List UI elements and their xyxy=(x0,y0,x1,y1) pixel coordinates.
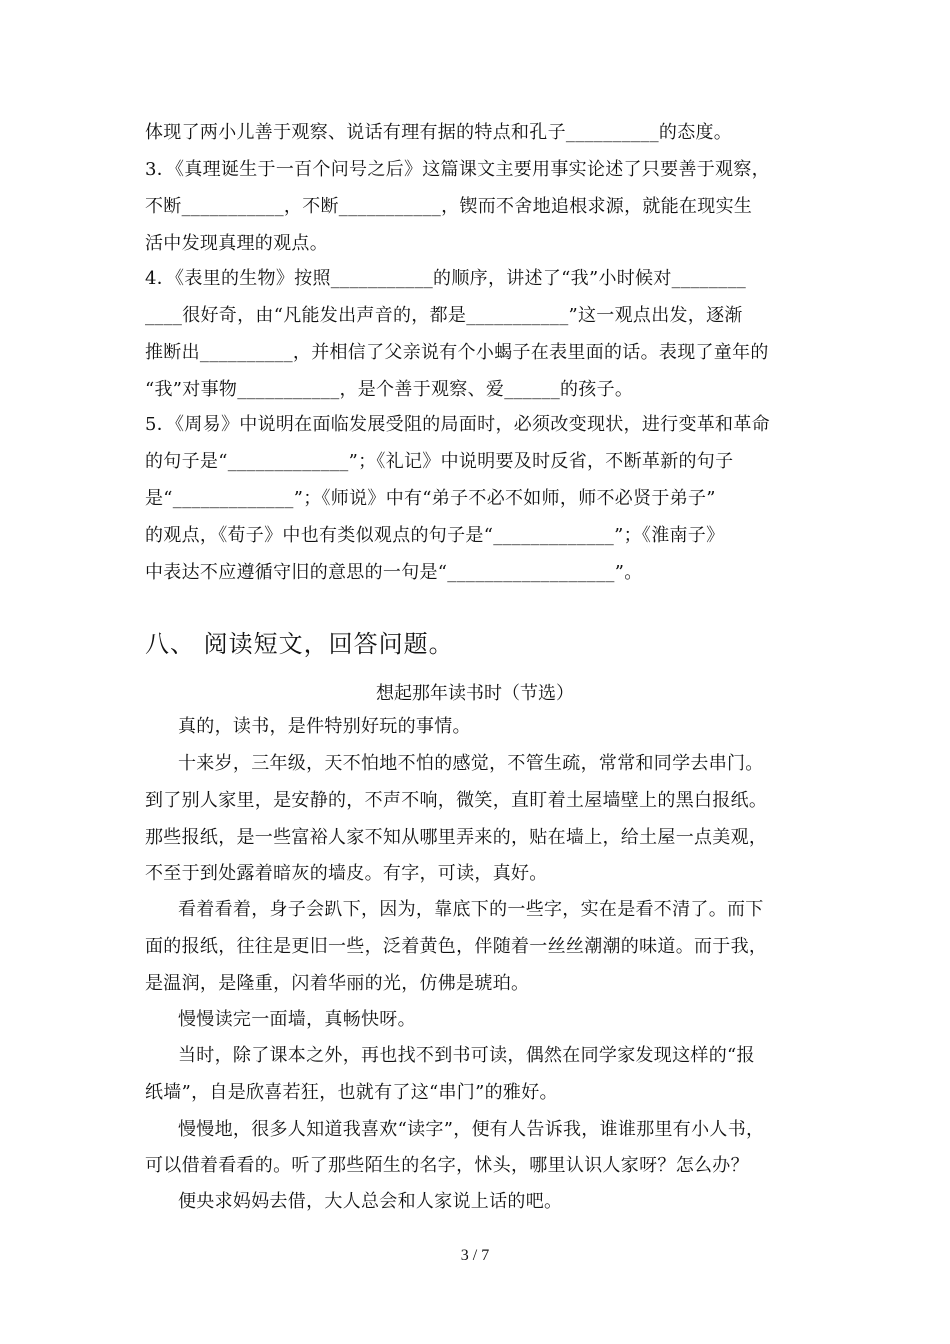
passage-line: 可以借着看看的。听了那些陌生的名字，怵头，哪里认识人家呀？怎么办？ xyxy=(145,1155,749,1176)
question-line: 活中发现真理的观点。 xyxy=(145,233,328,254)
question-line: 体现了两小儿善于观察、说话有理有据的特点和孔子__________的态度。 xyxy=(145,122,733,143)
question-line: 3．《真理诞生于一百个问号之后》这篇课文主要用事实论述了只要善于观察， xyxy=(145,159,770,180)
page-number: 3 / 7 xyxy=(460,1247,490,1264)
passage-line: 慢慢读完一面墙，真畅快呀。 xyxy=(178,1009,416,1030)
passage-line: 十来岁，三年级，天不怕地不怕的感觉，不管生疏，常常和同学去串门。 xyxy=(178,753,764,774)
question-line: 5．《周易》中说明在面临发展受阻的局面时，必须改变现状，进行变革和革命 xyxy=(145,414,770,435)
passage-line: 是温润，是隆重，闪着华丽的光，仿佛是琥珀。 xyxy=(145,973,530,994)
section-heading: 八、 阅读短文，回答问题。 xyxy=(145,630,454,658)
question-line: 4．《表里的生物》按照___________的顺序，讲述了“我”小时候对________ xyxy=(145,268,747,289)
question-line: “我”对事物___________，是个善于观察、爱______的孩子。 xyxy=(145,379,634,400)
passage-line: 慢慢地，很多人知道我喜欢“读字”，便有人告诉我，谁谁那里有小人书， xyxy=(178,1119,765,1140)
passage-line: 纸墙”，自是欣喜若狂，也就有了这“串门”的雅好。 xyxy=(145,1082,558,1103)
question-line: 是“_____________”；《师说》中有“弟子不必不如师，师不必贤于弟子” xyxy=(145,488,716,509)
question-line: 不断___________，不断___________，锲而不舍地追根求源，就能在现实生 xyxy=(145,196,753,217)
question-line: 的句子是“_____________”；《礼记》中说明要及时反省，不断革新的句子 xyxy=(145,451,734,472)
passage-line: 不至于到处露着暗灰的墙皮。有字，可读，真好。 xyxy=(145,863,548,884)
passage-line: 看着看着，身子会趴下，因为，靠底下的一些字，实在是看不清了。而下 xyxy=(178,899,764,920)
question-line: ____很好奇，由“凡能发出声音的，都是___________”这一观点出发，逐渐 xyxy=(145,305,743,326)
question-line: 的观点，《荀子》中也有类似观点的句子是“_____________”；《淮南子》 xyxy=(145,525,725,546)
passage-title: 想起那年读书时（节选） xyxy=(376,683,574,704)
passage-line: 面的报纸，往往是更旧一些，泛着黄色，伴随着一丝丝潮潮的味道。而于我， xyxy=(145,936,768,957)
question-line: 推断出__________，并相信了父亲说有个小蝎子在表里面的话。表现了童年的 xyxy=(145,342,769,363)
passage-line: 真的，读书，是件特别好玩的事情。 xyxy=(178,716,471,737)
passage-line: 到了别人家里，是安静的，不声不响，微笑，直盯着土屋墙壁上的黑白报纸。 xyxy=(145,790,768,811)
passage-line: 当时，除了课本之外，再也找不到书可读，偶然在同学家发现这样的“报 xyxy=(178,1045,755,1066)
question-line: 中表达不应遵循守旧的意思的一句是“__________________”。 xyxy=(145,562,643,583)
passage-line: 便央求妈妈去借，大人总会和人家说上话的吧。 xyxy=(178,1191,563,1212)
passage-line: 那些报纸，是一些富裕人家不知从哪里弄来的，贴在墙上，给土屋一点美观， xyxy=(145,827,768,848)
